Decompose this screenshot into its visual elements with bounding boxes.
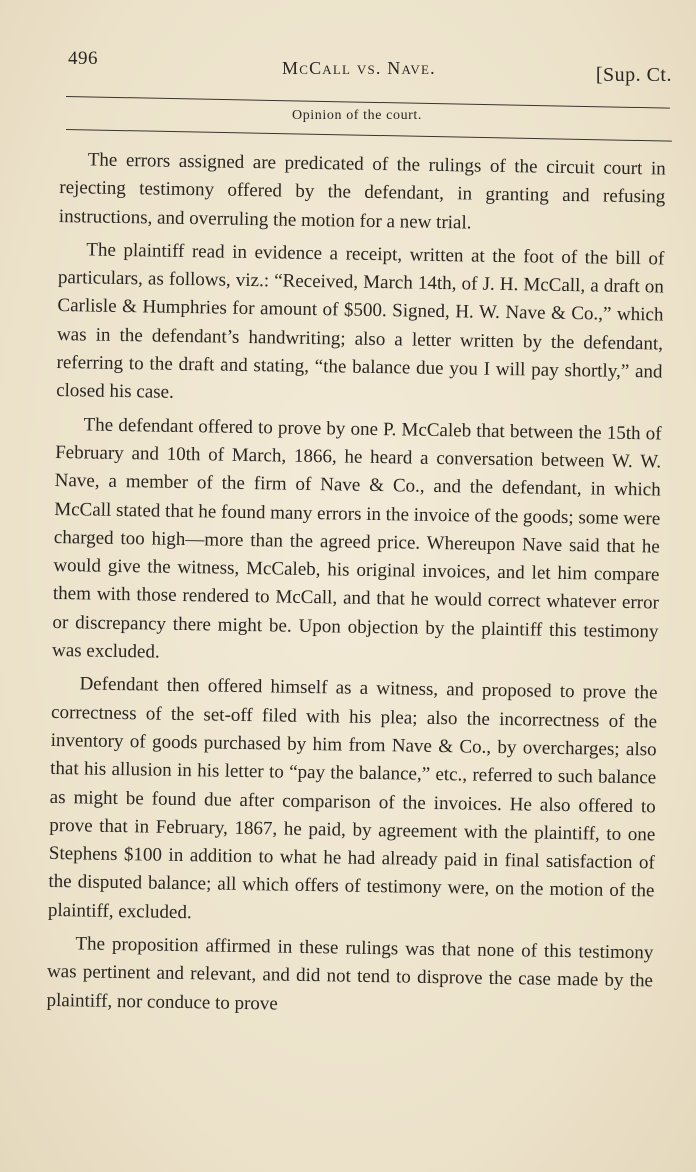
- court-designation: [Sup. Ct.: [595, 64, 672, 86]
- header-rule-top: [66, 96, 670, 109]
- paragraph-plaintiff-evidence: The plaintiff read in evidence a receipt, written at the foot of the bill of particulars, as follows, viz.: “Received, March 14th, of J. H. McCall, a draft on Carlisle & Humphries for amount of $500. Signed, H. W. Nave & Co.,” which was in the defendant’s handwriting; also a letter written by the defendant, referring to the draft and stating, “the balance due you I will pay shortly,” and closed his case.: [55, 239, 665, 404]
- paragraph-defendant-offer: The defendant offered to prove by one P. McCaleb that between the 15th of February and 10th of March, 1866, he heard a conversation between W. W. Nave, a member of the firm of Nave & Co., and the defendant, in which McCall stated that he found many errors in the invoice of the goods; some were charged too high—more than the agreed price. Whereupon Nave said that he would give the witness, McCaleb, his original invoices, and let him compare them with those rendered to McCall, and that he would correct whatever error or discrepancy there might be. Upon objection by the plaintiff this testimony was excluded.: [51, 414, 662, 663]
- opinion-body: [46, 146, 666, 1029]
- running-head: [68, 48, 672, 88]
- paragraph-errors-assigned: The errors assigned are predicated of the rulings of the circuit court in rejecting testimony offered by the defendant, in granting and refusing instructions, and overruling the motion for a new trial.: [58, 149, 666, 234]
- page-number: 496: [68, 48, 98, 69]
- case-title: McCall vs. Nave.: [282, 58, 436, 78]
- paragraph-proposition: The proposition affirmed in these rulings was that none of this testimony was pertinent and relevant, and did not tend to disprove the case made by the plaintiff, nor conduce to prove: [46, 933, 654, 1015]
- section-subheading: Opinion of the court.: [292, 108, 423, 123]
- header-rule-bottom: [66, 129, 672, 142]
- paragraph-defendant-witness: Defendant then offered himself as a witness, and proposed to prove the correctness of the set-off filed with his plea; also the incorrectness of the inventory of goods purchased by him from Nave & Co., by overcharges; also that his allusion in his letter to “pay the balance,” etc., referred to such balance as might be found due after comparison of the invoices. He also offered to prove that in February, 1867, he paid, by agreement with the plaintiff, to one Stephens $100 in addition to what he had already paid in final satisfaction of the disputed balance; all which offers of testimony were, on the motion of the plaintiff, excluded.: [47, 673, 658, 923]
